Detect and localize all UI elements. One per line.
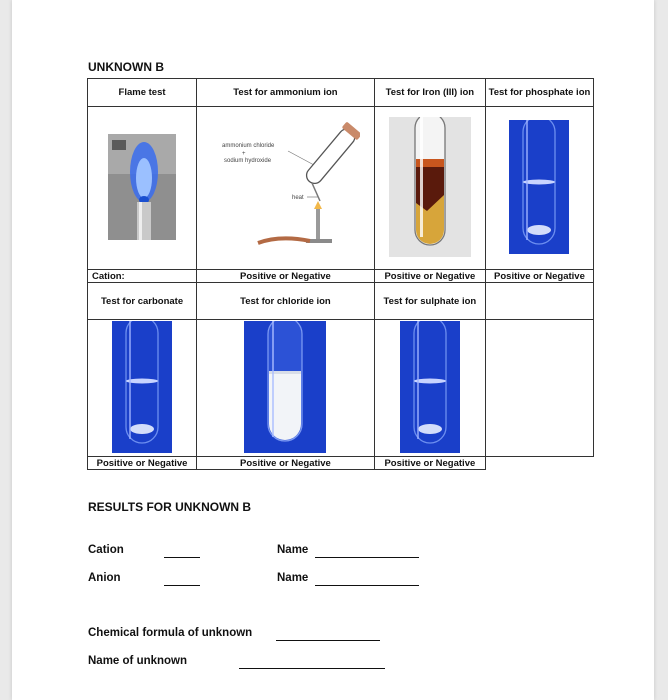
iron-test-image-cell [374,107,485,270]
anion-name-blank[interactable] [315,585,419,586]
name-of-unknown-label: Name of unknown [88,655,188,667]
header-sulphate-test: Test for sulphate ion [374,283,485,320]
phosphate-test-tube-image [509,120,569,254]
cation-blank[interactable] [164,557,200,558]
iron-test-tube-image [389,117,471,257]
table-row [88,283,594,320]
worksheet-title: UNKNOWN B [88,60,164,74]
empty-image-cell [485,320,593,457]
chloride-answer-cell: Positive or Negative [197,457,375,470]
cation-answer-cell: Cation: [88,270,197,283]
heat-label: heat [292,194,305,201]
chloride-test-image-cell [197,320,375,457]
sodium-hydroxide-label: sodium hydroxide [224,157,272,164]
iron-answer-cell: Positive or Negative [374,270,485,283]
phosphate-test-image-cell [485,107,593,270]
ammonium-heating-diagram [210,117,360,257]
phosphate-answer-cell: Positive or Negative [485,270,593,283]
table-row [88,320,594,457]
header-empty-cell [485,283,593,320]
results-title: RESULTS FOR UNKNOWN B [88,500,252,514]
chloride-test-tube-image [244,321,326,453]
flame-test-image-cell [88,107,197,270]
worksheet-page [12,0,654,700]
anion-label: Anion [88,572,121,584]
cation-name-label: Name [277,544,309,556]
table-row [88,270,594,283]
plus-label: + [242,150,246,157]
cation-name-blank[interactable] [315,557,419,558]
anion-name-label: Name [277,572,309,584]
header-carbonate-test: Test for carbonate [88,283,197,320]
ammonium-chloride-label: ammonium chloride [222,142,275,149]
table-row [88,107,594,270]
formula-label: Chemical formula of unknown [88,627,253,639]
sulphate-test-tube-image [400,321,460,453]
sulphate-answer-cell: Positive or Negative [374,457,485,470]
ammonium-test-image-cell [197,107,375,270]
ammonium-answer-cell: Positive or Negative [197,270,375,283]
anion-blank[interactable] [164,585,200,586]
table-row [88,457,594,470]
header-ammonium-test: Test for ammonium ion [197,79,375,107]
carbonate-test-image-cell [88,320,197,457]
empty-answer-cell [485,457,593,470]
header-chloride-test: Test for chloride ion [197,283,375,320]
header-phosphate-test: Test for phosphate ion [485,79,593,107]
formula-blank[interactable] [276,640,380,641]
carbonate-answer-cell: Positive or Negative [88,457,197,470]
table-row [88,79,594,107]
cation-label: Cation [88,544,124,556]
header-flame-test: Flame test [88,79,197,107]
name-of-unknown-blank[interactable] [239,668,385,669]
sulphate-test-image-cell [374,320,485,457]
carbonate-test-tube-image [112,321,172,453]
tests-table [87,78,594,470]
header-iron-test: Test for Iron (III) ion [374,79,485,107]
bunsen-flame-image [108,134,176,240]
